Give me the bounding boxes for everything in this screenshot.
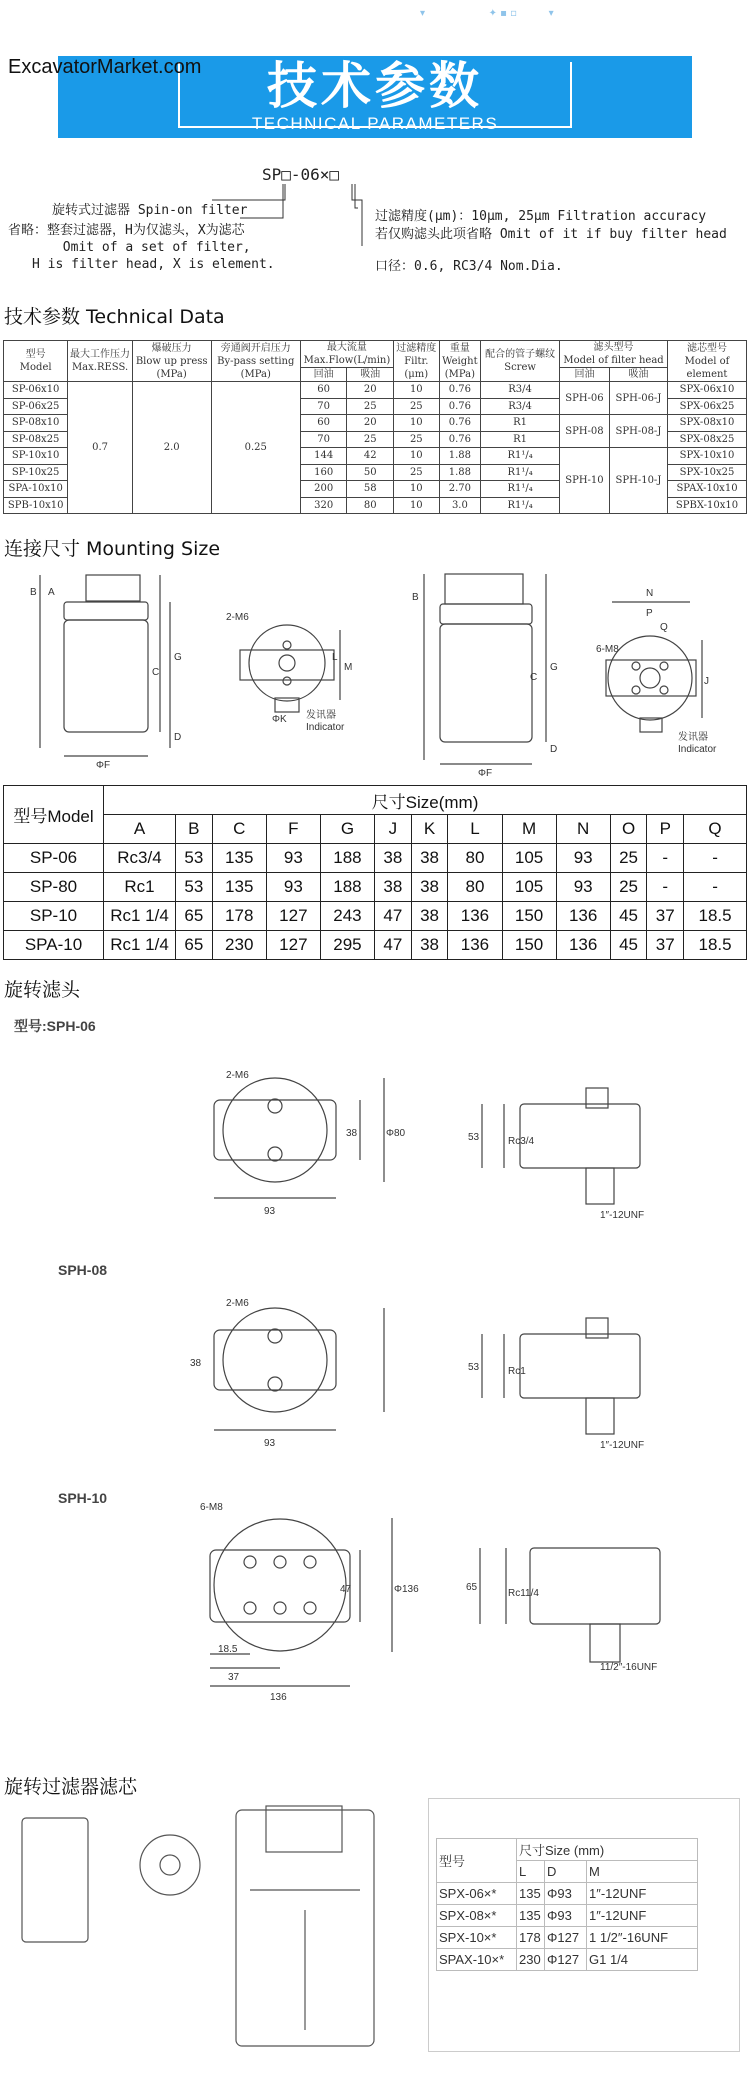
mount-label-indicator-cn2: 发讯器 <box>678 732 708 743</box>
th-dim-col: N <box>556 815 610 844</box>
elt-cell-model: SPX-08×* <box>437 1905 517 1927</box>
filter-head-drawings <box>0 1040 750 1740</box>
dim-cell: 80 <box>448 873 502 902</box>
cell-head-return: SPH-06 <box>560 382 610 415</box>
mount-head-body-large <box>440 604 532 624</box>
dim-cell: Rc3/4 <box>104 844 176 873</box>
dim-cell: 37 <box>647 931 684 960</box>
cell-flow-return: 144 <box>300 448 347 465</box>
cell-head-suction: SPH-08-J <box>609 415 667 448</box>
cell-element: SPX-10x25 <box>668 464 747 481</box>
elt-cell-l: 135 <box>517 1905 545 1927</box>
dim-cell: 65 <box>176 902 213 931</box>
desc-accuracy: 过滤精度(μm)：10μm, 25μm Filtration accuracy <box>375 209 707 224</box>
cell-element: SPX-08x25 <box>668 431 747 448</box>
dim-cell: 136 <box>448 902 502 931</box>
cell-element: SPX-08x10 <box>668 415 747 432</box>
table-row <box>4 902 747 931</box>
cell-filtr: 25 <box>393 398 439 415</box>
dim-cell: 150 <box>502 931 556 960</box>
sph06-bolt: 2-M6 <box>226 1070 249 1081</box>
th-blowup: 爆破压力 Blow up press (MPa) <box>132 341 211 382</box>
th-element: 滤芯型号 Model of element <box>668 341 747 382</box>
mount-head-body-small <box>64 602 148 620</box>
th-dim-col: O <box>610 815 647 844</box>
filter-element-drawings <box>0 1800 430 2060</box>
filter-head-title: 旋转滤头 <box>4 979 81 1001</box>
dim-cell: 136 <box>556 931 610 960</box>
dim-cell: 45 <box>610 931 647 960</box>
cell-head-suction: SPH-06-J <box>609 382 667 415</box>
cell-bypass: 0.25 <box>211 382 300 514</box>
mount-label-indicator-en: Indicator <box>306 722 345 733</box>
sph10-top <box>214 1519 346 1651</box>
cell-filtr: 25 <box>393 464 439 481</box>
mount-can-small <box>64 620 148 732</box>
desc-omit-en1: Omit of a set of filter, <box>8 240 251 255</box>
cell-element: SPX-06x25 <box>668 398 747 415</box>
cell-flow-suction: 25 <box>347 431 394 448</box>
th-flow-return: 回油 <box>300 368 347 382</box>
dim-cell: 38 <box>411 902 448 931</box>
cell-screw: R3/4 <box>481 382 560 399</box>
elt-cell-m: 1″-12UNF <box>587 1883 698 1905</box>
th-dim-col: Q <box>684 815 747 844</box>
cell-flow-suction: 20 <box>347 382 394 399</box>
dim-cell: 53 <box>176 844 213 873</box>
cell-head-return: SPH-10 <box>560 448 610 514</box>
dim-cell: 178 <box>212 902 266 931</box>
cell-flow-suction: 25 <box>347 398 394 415</box>
cell-weight: 1.88 <box>439 448 481 465</box>
mount-label-b: B <box>30 587 37 598</box>
mount-label-n: N <box>646 588 654 599</box>
elt-cell-d: Φ127 <box>545 1949 587 1971</box>
th-dim-col: F <box>266 815 320 844</box>
mount-label-indicator-cn: 发讯器 <box>306 710 336 721</box>
desc-spin-on: 旋转式过滤器 Spin-on filter <box>52 203 248 218</box>
cell-model: SPB-10x10 <box>4 497 68 514</box>
cell-screw: R1 <box>481 415 560 432</box>
cell-flow-return: 70 <box>300 398 347 415</box>
sph10-width: 136 <box>270 1692 287 1703</box>
dim-cell: 135 <box>212 844 266 873</box>
cell-filtr: 10 <box>393 415 439 432</box>
mount-label-m: M <box>344 662 353 673</box>
dim-cell: 38 <box>411 844 448 873</box>
cell-flow-return: 160 <box>300 464 347 481</box>
dim-cell: 93 <box>266 844 320 873</box>
dim-cell: 45 <box>610 902 647 931</box>
sph10-h2: 65 <box>466 1582 478 1593</box>
cell-screw: R1¹/₄ <box>481 464 560 481</box>
dim-cell-model: SP-80 <box>4 873 104 902</box>
dim-cell: Rc1 1/4 <box>104 902 176 931</box>
mount-label-c: C <box>152 667 160 678</box>
dim-cell: - <box>684 873 747 902</box>
filter-element-title: 旋转过滤器滤芯 <box>4 1776 138 1798</box>
sph10-side <box>530 1548 660 1624</box>
cell-head-return: SPH-08 <box>560 415 610 448</box>
dim-cell: 37 <box>647 902 684 931</box>
dim-cell: 127 <box>266 931 320 960</box>
sph10-s2: 37 <box>228 1672 240 1683</box>
tech-data-table <box>3 340 747 514</box>
th-dim-model: 型号Model <box>4 786 104 844</box>
dim-cell-model: SP-10 <box>4 902 104 931</box>
mount-topview-large <box>608 636 692 720</box>
cell-model: SP-08x25 <box>4 431 68 448</box>
th-dim-col: K <box>411 815 448 844</box>
cell-flow-return: 320 <box>300 497 347 514</box>
cell-weight: 3.0 <box>439 497 481 514</box>
sph08-side <box>520 1334 640 1398</box>
mount-label-indicator-en2: Indicator <box>678 744 717 755</box>
cell-model: SP-06x25 <box>4 398 68 415</box>
mount-label-l: L <box>332 652 338 663</box>
cell-blowup: 2.0 <box>132 382 211 514</box>
mount-label-k: ΦK <box>272 714 287 725</box>
dim-cell: 38 <box>375 844 412 873</box>
dim-cell: Rc1 <box>104 873 176 902</box>
dim-cell: 150 <box>502 902 556 931</box>
th-elt-col: D <box>545 1861 587 1883</box>
cell-filtr: 10 <box>393 497 439 514</box>
mount-label-g: G <box>174 652 182 663</box>
dim-cell-model: SP-06 <box>4 844 104 873</box>
cell-weight: 1.88 <box>439 464 481 481</box>
mount-label-d2: D <box>550 744 558 755</box>
sph06-h1: 38 <box>346 1128 358 1139</box>
sph06-width: 93 <box>264 1206 276 1217</box>
cell-flow-return: 70 <box>300 431 347 448</box>
th-bypass: 旁通阀开启压力 By-pass setting (MPa) <box>211 341 300 382</box>
sph08-h2: 53 <box>468 1362 480 1373</box>
element-side-view <box>22 1818 88 1942</box>
cell-flow-return: 200 <box>300 481 347 498</box>
mounting-size-title: 连接尺寸 Mounting Size <box>4 538 221 560</box>
cell-element: SPX-10x10 <box>668 448 747 465</box>
cell-weight: 0.76 <box>439 398 481 415</box>
cell-model: SP-06x10 <box>4 382 68 399</box>
cell-flow-suction: 80 <box>347 497 394 514</box>
table-row <box>437 1927 698 1949</box>
cell-screw: R1¹/₄ <box>481 497 560 514</box>
elt-cell-model: SPX-10×* <box>437 1927 517 1949</box>
dim-cell: 25 <box>610 873 647 902</box>
table-row <box>437 1883 698 1905</box>
dimension-table <box>3 785 747 960</box>
dim-cell: 93 <box>266 873 320 902</box>
mount-label-j: J <box>704 676 709 687</box>
table-row <box>437 1905 698 1927</box>
cell-weight: 0.76 <box>439 431 481 448</box>
dim-cell: 65 <box>176 931 213 960</box>
elt-cell-m: 1″-12UNF <box>587 1905 698 1927</box>
sph06-h2: 53 <box>468 1132 480 1143</box>
elt-cell-model: SPX-06×* <box>437 1883 517 1905</box>
cell-flow-suction: 58 <box>347 481 394 498</box>
elt-cell-model: SPAX-10×* <box>437 1949 517 1971</box>
th-model: 型号 Model <box>4 341 68 382</box>
cell-screw: R1 <box>481 431 560 448</box>
dim-cell: 25 <box>610 844 647 873</box>
cell-flow-suction: 42 <box>347 448 394 465</box>
dim-cell: 188 <box>320 844 374 873</box>
th-elt-col: M <box>587 1861 698 1883</box>
mount-head-large <box>445 574 523 604</box>
th-screw: 配合的管子螺纹 Screw <box>481 341 560 382</box>
sph08-label: SPH-08 <box>58 1262 108 1278</box>
cell-screw: R1¹/₄ <box>481 481 560 498</box>
sph10-port: Rc11/4 <box>508 1588 539 1599</box>
sph08-port: Rc1 <box>508 1366 526 1377</box>
mount-label-6m8: 6-M8 <box>596 644 619 655</box>
th-elt-size: 尺寸Size (mm) <box>517 1839 698 1861</box>
cell-filtr: 10 <box>393 448 439 465</box>
cell-element: SPBX-10x10 <box>668 497 747 514</box>
banner-title-cn: 技术参数 <box>267 57 483 115</box>
cell-flow-return: 60 <box>300 415 347 432</box>
th-dim-size: 尺寸Size(mm) <box>104 786 747 815</box>
sph06-top <box>223 1078 327 1182</box>
cell-filtr: 10 <box>393 481 439 498</box>
cell-weight: 2.70 <box>439 481 481 498</box>
dim-cell: 135 <box>212 873 266 902</box>
th-flow: 最大流量 Max.Flow(L/min) <box>300 341 393 368</box>
top-decor: ▾ ✦ ▪ ▫ ▾ <box>420 8 554 19</box>
cell-flow-return: 60 <box>300 382 347 399</box>
mount-label-a: A <box>48 587 55 598</box>
table-row <box>4 844 747 873</box>
sph08-bolt: 2-M6 <box>226 1298 249 1309</box>
dim-cell: - <box>647 873 684 902</box>
cell-model: SPA-10x10 <box>4 481 68 498</box>
dim-cell: 47 <box>375 931 412 960</box>
mount-topview-small <box>249 625 325 701</box>
dim-cell: 38 <box>411 931 448 960</box>
th-elt-col: L <box>517 1861 545 1883</box>
sph08-h1: 38 <box>190 1358 202 1369</box>
th-head-return: 回油 <box>560 368 610 382</box>
sph06-side <box>520 1104 640 1168</box>
desc-port: 口径：0.6, RC3/4 Nom.Dia. <box>375 259 563 274</box>
dim-cell: 93 <box>556 873 610 902</box>
tech-data-title: 技术参数 Technical Data <box>4 306 225 328</box>
dim-cell: 47 <box>375 902 412 931</box>
dim-cell: 53 <box>176 873 213 902</box>
desc-omit-cn: 省略：整套过滤器，H为仅滤头，X为滤芯 <box>8 223 245 238</box>
th-dim-col: M <box>502 815 556 844</box>
dim-cell: - <box>684 844 747 873</box>
elt-cell-d: Φ93 <box>545 1905 587 1927</box>
table-row <box>4 931 747 960</box>
dim-cell: 230 <box>212 931 266 960</box>
cell-element: SPX-06x10 <box>668 382 747 399</box>
mount-label-f2: ΦF <box>478 768 493 779</box>
table-row <box>4 382 747 399</box>
model-code: SP□-06×□ <box>262 165 340 184</box>
dim-cell: 127 <box>266 902 320 931</box>
cell-element: SPAX-10x10 <box>668 481 747 498</box>
mount-head-small <box>86 575 140 601</box>
dim-cell: 93 <box>556 844 610 873</box>
cell-model: SP-10x10 <box>4 448 68 465</box>
cell-weight: 0.76 <box>439 415 481 432</box>
dim-cell: 295 <box>320 931 374 960</box>
sph10-s1: 18.5 <box>218 1644 238 1655</box>
th-flow-suction: 吸油 <box>347 368 394 382</box>
mount-label-f: ΦF <box>96 760 111 771</box>
dim-cell: 136 <box>448 931 502 960</box>
dim-cell: 136 <box>556 902 610 931</box>
mount-can-large <box>440 624 532 742</box>
cell-screw: R1¹/₄ <box>481 448 560 465</box>
dim-cell-model: SPA-10 <box>4 931 104 960</box>
th-elt-model: 型号 <box>437 1839 517 1883</box>
table-row <box>437 1949 698 1971</box>
th-dim-col: L <box>448 815 502 844</box>
elt-cell-m: 1 1/2″-16UNF <box>587 1927 698 1949</box>
elt-cell-d: Φ93 <box>545 1883 587 1905</box>
dim-cell: 105 <box>502 844 556 873</box>
table-row <box>4 873 747 902</box>
cell-screw: R3/4 <box>481 398 560 415</box>
watermark: ExcavatorMarket.com <box>8 56 202 78</box>
mount-label-q: Q <box>660 622 668 633</box>
dim-cell: 188 <box>320 873 374 902</box>
element-end-view <box>140 1835 200 1895</box>
th-dim-col: J <box>375 815 412 844</box>
elt-cell-d: Φ127 <box>545 1927 587 1949</box>
sph06-port: Rc3/4 <box>508 1136 535 1147</box>
sph06-dia: Φ80 <box>386 1128 406 1139</box>
elt-cell-l: 230 <box>517 1949 545 1971</box>
desc-omit-head: 若仅购滤头此项省略 Omit of it if buy filter head <box>375 227 727 242</box>
cell-filtr: 10 <box>393 382 439 399</box>
sph10-h1: 47 <box>340 1584 352 1595</box>
th-dim-col: A <box>104 815 176 844</box>
cell-model: SP-10x25 <box>4 464 68 481</box>
sph10-label: SPH-10 <box>58 1490 108 1506</box>
dim-cell: 18.5 <box>684 931 747 960</box>
cell-pressure: 0.7 <box>68 382 132 514</box>
cell-head-suction: SPH-10-J <box>609 448 667 514</box>
dim-cell: Rc1 1/4 <box>104 931 176 960</box>
cell-flow-suction: 50 <box>347 464 394 481</box>
element-table <box>436 1838 698 1971</box>
th-dim-col: B <box>176 815 213 844</box>
mounting-drawings <box>0 560 750 779</box>
dim-cell: 105 <box>502 873 556 902</box>
sph10-bolt: 6-M8 <box>200 1502 223 1513</box>
sph06-label: 型号:SPH-06 <box>14 1018 96 1034</box>
mount-label-d: D <box>174 732 182 743</box>
th-dim-col: G <box>320 815 374 844</box>
banner-title-en: TECHNICAL PARAMETERS <box>251 114 499 133</box>
sph10-dia: Φ136 <box>394 1584 419 1595</box>
mount-label-g2: G <box>550 662 558 673</box>
mount-label-p: P <box>646 608 653 619</box>
dim-cell: 18.5 <box>684 902 747 931</box>
dim-cell: 243 <box>320 902 374 931</box>
cell-flow-suction: 20 <box>347 415 394 432</box>
sph10-thread: 11/2″-16UNF <box>600 1662 658 1673</box>
cell-weight: 0.76 <box>439 382 481 399</box>
mount-label-2m6: 2-M6 <box>226 612 249 623</box>
th-dim-col: C <box>212 815 266 844</box>
dim-cell: 38 <box>375 873 412 902</box>
dim-cell: 80 <box>448 844 502 873</box>
elt-cell-m: G1 1/4 <box>587 1949 698 1971</box>
th-pressure: 最大工作压力 Max.RESS. <box>68 341 132 382</box>
sph08-top <box>223 1308 327 1412</box>
mount-label-b2: B <box>412 592 419 603</box>
dim-cell: 38 <box>411 873 448 902</box>
mount-label-c2: C <box>530 672 538 683</box>
cell-model: SP-08x10 <box>4 415 68 432</box>
sph08-thread: 1″-12UNF <box>600 1440 645 1451</box>
th-head: 滤头型号 Model of filter head <box>560 341 668 368</box>
cell-filtr: 25 <box>393 431 439 448</box>
th-head-suction: 吸油 <box>609 368 667 382</box>
th-dim-col: P <box>647 815 684 844</box>
th-filtr: 过滤精度 Filtr. (μm) <box>393 341 439 382</box>
elt-cell-l: 178 <box>517 1927 545 1949</box>
sph06-thread: 1″-12UNF <box>600 1210 645 1221</box>
dim-cell: - <box>647 844 684 873</box>
elt-cell-l: 135 <box>517 1883 545 1905</box>
th-weight: 重量 Weight (MPa) <box>439 341 481 382</box>
sph08-width: 93 <box>264 1438 276 1449</box>
desc-omit-en2: H is filter head, X is element. <box>32 257 275 272</box>
